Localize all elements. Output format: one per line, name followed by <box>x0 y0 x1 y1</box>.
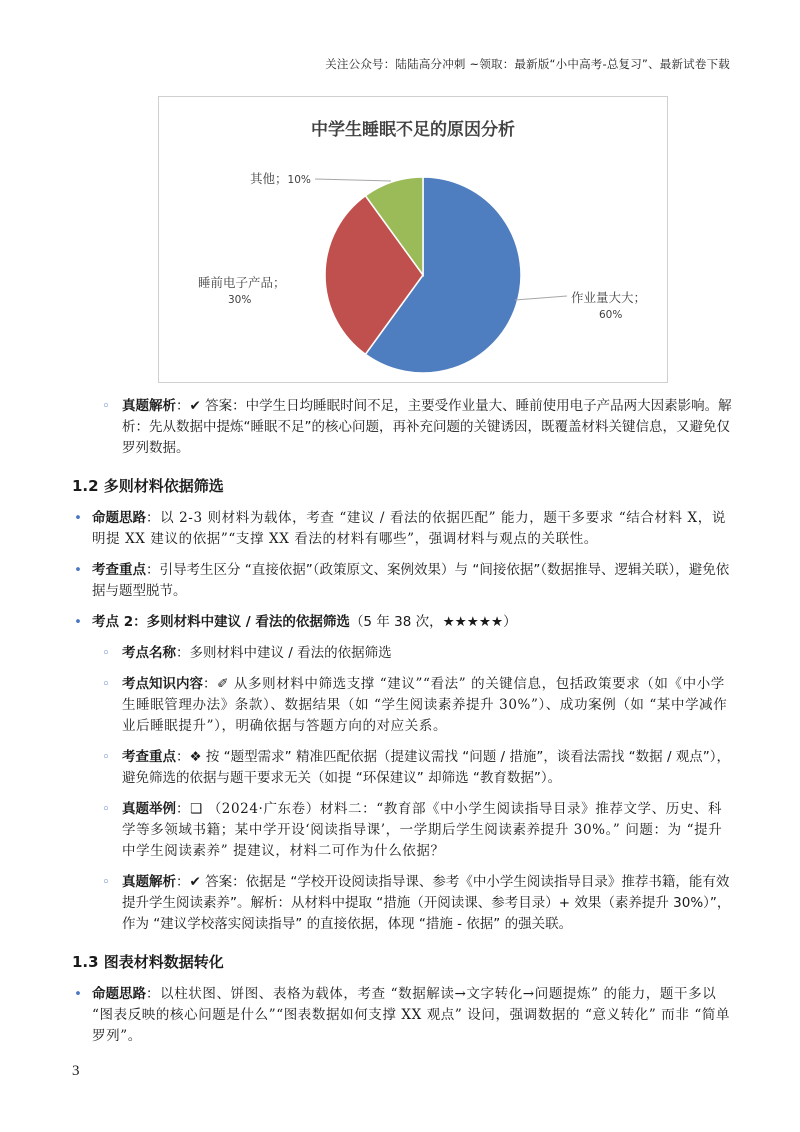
point-name-item <box>72 643 732 664</box>
point-item <box>72 612 732 633</box>
example-head: 真题举例 <box>122 801 176 817</box>
analysis-text: ：✔ 答案：中学生日均睡眠时间不足，主要受作业量大、睡前使用电子产品两大因素影响。解析：先从数据中提炼“睡眠不足”的核心问题，再补充问题的关键诱因，既覆盖材料关键信息，又避免仅罗列数据。 <box>122 398 732 456</box>
main-content <box>72 396 732 1057</box>
slice-label-1: 作业量大大； 60% <box>571 290 647 321</box>
analysis-head: 真题解析 <box>122 398 176 414</box>
focus-head: 考查重点 <box>92 562 146 578</box>
focus-text: ：引导考生区分 “直接依据”（政策原文、案例效果）与 “间接依据”（数据推导、逻辑关联），避免依据与题型脱节。 <box>92 562 730 599</box>
key-focus-head: 考查重点 <box>122 749 176 765</box>
chart-title: 中学生睡眠不足的原因分析 <box>311 120 515 139</box>
page-number: 3 <box>72 1063 80 1079</box>
point-tail: （5 年 38 次，★★★★★） <box>349 614 517 630</box>
leader-line-3 <box>315 179 391 181</box>
key-focus-item <box>72 747 732 789</box>
point-head: 考点 2：多则材料中建议 / 看法的依据筛选 <box>92 614 350 630</box>
thinking-item <box>72 508 732 550</box>
point-name-head: 考点名称 <box>122 645 176 661</box>
example-text: ：❑ （2024·广东卷）材料二：“教育部《中小学生阅读指导目录》推荐文学、历史、科学等多领域书籍；某中学开设‘阅读指导课’，一学期后学生阅读素养提升 30%。” 问题：为 “提升中学生阅读素养” 提建议，材料二可作为什么依据？ <box>122 801 723 859</box>
example-analysis-item <box>72 872 732 935</box>
section-title-1-3: 1.3 图表材料数据转化 <box>72 953 224 971</box>
knowledge-text: ：✐ 从多则材料中筛选支撑 “建议”“看法” 的关键信息，包括政策要求（如《中小学生睡眠管理办法》条款）、数据结果（如 “学生阅读素养提升 30%”）、成功案例（如 “某中学减作业后睡眠提升”），明确依据与答题方向的对应关系。 <box>122 676 728 734</box>
point-name-text: ：多则材料中建议 / 看法的依据筛选 <box>176 645 392 661</box>
header-note: 关注公众号：陆陆高分冲刺 ~领取：最新版“小中高考-总复习”、最新试卷下载 <box>325 57 730 71</box>
analysis-item <box>72 396 732 459</box>
thinking-text: ：以 2-3 则材料为载体，考查 “建议 / 看法的依据匹配” 能力，题干多要求 “结合材料 X，说明提 XX 建议的依据”“支撑 XX 看法的材料有哪些”，强调材料与观点的关联性。 <box>92 510 726 547</box>
knowledge-item <box>72 674 732 737</box>
key-focus-text: ：❖ 按 “题型需求” 精准匹配依据（提建议需找 “问题 / 措施”，谈看法需找 “数据 / 观点”），避免筛选的依据与题干要求无关（如提 “环保建议” 却筛选 “教育数据”）。 <box>122 749 731 786</box>
focus-item <box>72 560 732 602</box>
thinking-head-1-3: 命题思路 <box>92 986 146 1002</box>
thinking-item-1-3 <box>72 984 732 1047</box>
pie-chart-svg <box>159 97 667 382</box>
example-analysis-text: ：✔ 答案：依据是 “学校开设阅读指导课、参考《中小学生阅读指导目录》推荐书籍，能有效提升学生阅读素养”。解析：从材料中提取 “措施（开阅读课、参考目录）+ 效果（素养提升 30%）”，作为 “建议学校落实阅读指导” 的直接依据，体现 “措施 - 依据” 的强关联。 <box>122 874 731 932</box>
pie-chart <box>158 96 668 383</box>
thinking-text-1-3: ：以柱状图、饼图、表格为载体，考查 “数据解读→文字转化→问题提炼” 的能力，题干多以 “图表反映的核心问题是什么”“图表数据如何支撑 XX 观点” 设问，强调数据的 “意义转化” 而非 “简单罗列”。 <box>92 986 731 1044</box>
section-title-1-2: 1.2 多则材料依据筛选 <box>72 477 224 495</box>
example-analysis-head: 真题解析 <box>122 874 176 890</box>
leader-line-1 <box>515 296 567 300</box>
slice-label-2: 睡前电子产品； 30% <box>198 275 286 306</box>
example-item <box>72 799 732 862</box>
slice-label-3: 其他；10% <box>250 171 311 186</box>
thinking-head: 命题思路 <box>92 510 146 526</box>
knowledge-head: 考点知识内容 <box>122 676 203 692</box>
